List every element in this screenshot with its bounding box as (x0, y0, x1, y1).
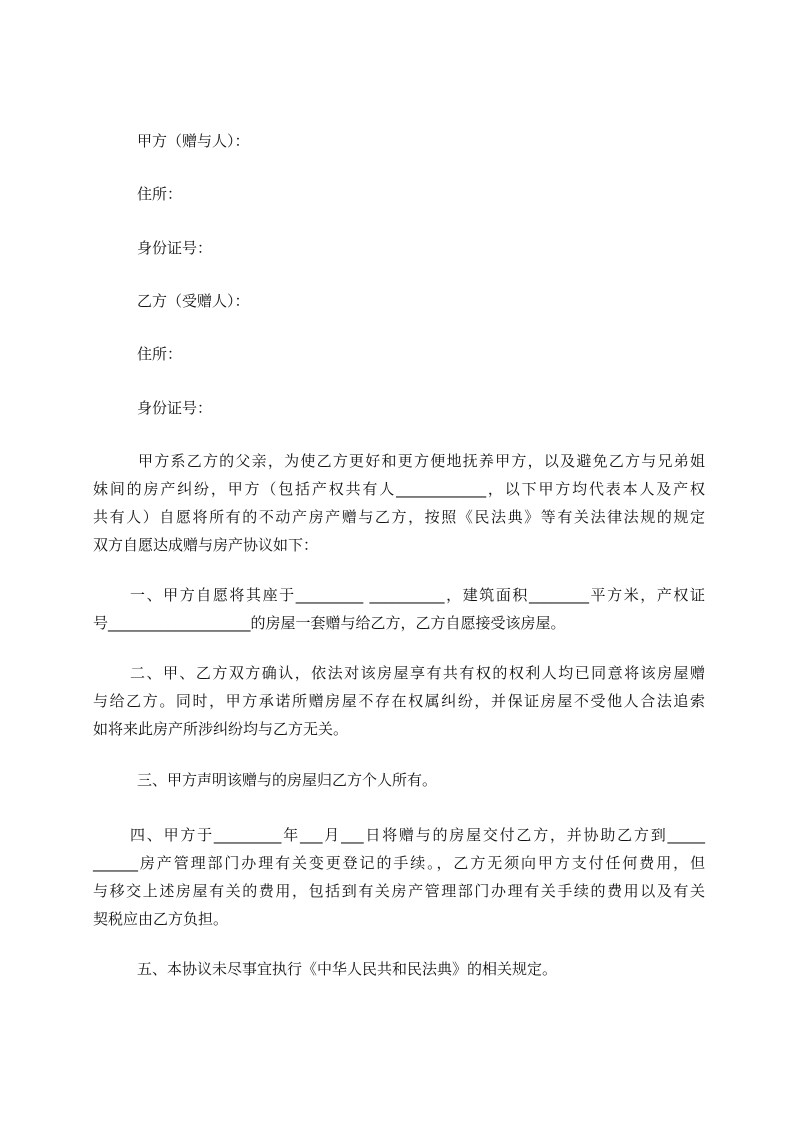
party-b-id-label: 身份证号： (137, 399, 213, 417)
intro-line: 双方自愿达成赠与房产协议如下： (93, 536, 319, 554)
clause-line: 契税应由乙方负担。 (93, 910, 229, 928)
clause-5: 五、本协议未尽事宜执行《中华人民共和民法典》的相关规定。 (137, 960, 558, 978)
clause-line: 四、甲方于_________年___月___日将赠与的房屋交付乙方，并协助乙方到_____ (130, 826, 705, 844)
clause-line: 与移交上述房屋有关的费用，包括到有关房产管理部门办理有关手续的费用以及有关 (93, 882, 705, 900)
clause-line: 号___________________的房屋一套赠与给乙方，乙方自愿接受该房屋。 (93, 614, 566, 632)
party-a-label: 甲方（赠与人）： (137, 132, 250, 150)
intro-line: 妹间的房产纠纷，甲方（包括产权共有人____________，以下甲方均代表本人及产权 (93, 480, 705, 498)
clause-line: ______房产管理部门办理有关变更登记的手续。，乙方无须向甲方支付任何费用，但 (93, 854, 705, 872)
clause-line: 二、甲、乙方双方确认，依法对该房屋享有共有权的权利人均已同意将该房屋赠 (130, 664, 705, 682)
party-a-id-label: 身份证号： (137, 239, 213, 257)
intro-line: 共有人）自愿将所有的不动产房产赠与乙方，按照《民法典》等有关法律法规的规定 (93, 508, 705, 526)
clause-line: 一、甲方自愿将其座于_________ __________，建筑面积________平方米，产权证 (130, 586, 705, 604)
intro-paragraph (93, 447, 705, 559)
intro-line: 甲方系乙方的父亲，为使乙方更好和更方便地抚养甲方，以及避免乙方与兄弟姐 (138, 452, 705, 470)
clause-1 (93, 581, 705, 637)
party-b-label: 乙方（受赠人）： (137, 292, 250, 310)
clause-line: 与给乙方。同时，甲方承诺所赠房屋不存在权属纠纷，并保证房屋不受他人合法追索 (93, 692, 705, 710)
clause-4 (93, 821, 705, 933)
clause-3: 三、甲方声明该赠与的房屋归乙方个人所有。 (137, 771, 438, 789)
party-b-address-label: 住所： (137, 345, 183, 363)
party-a-address-label: 住所： (137, 185, 183, 203)
clause-line: 如将来此房产所涉纠纷均与乙方无关。 (93, 720, 349, 738)
clause-2 (93, 659, 705, 743)
